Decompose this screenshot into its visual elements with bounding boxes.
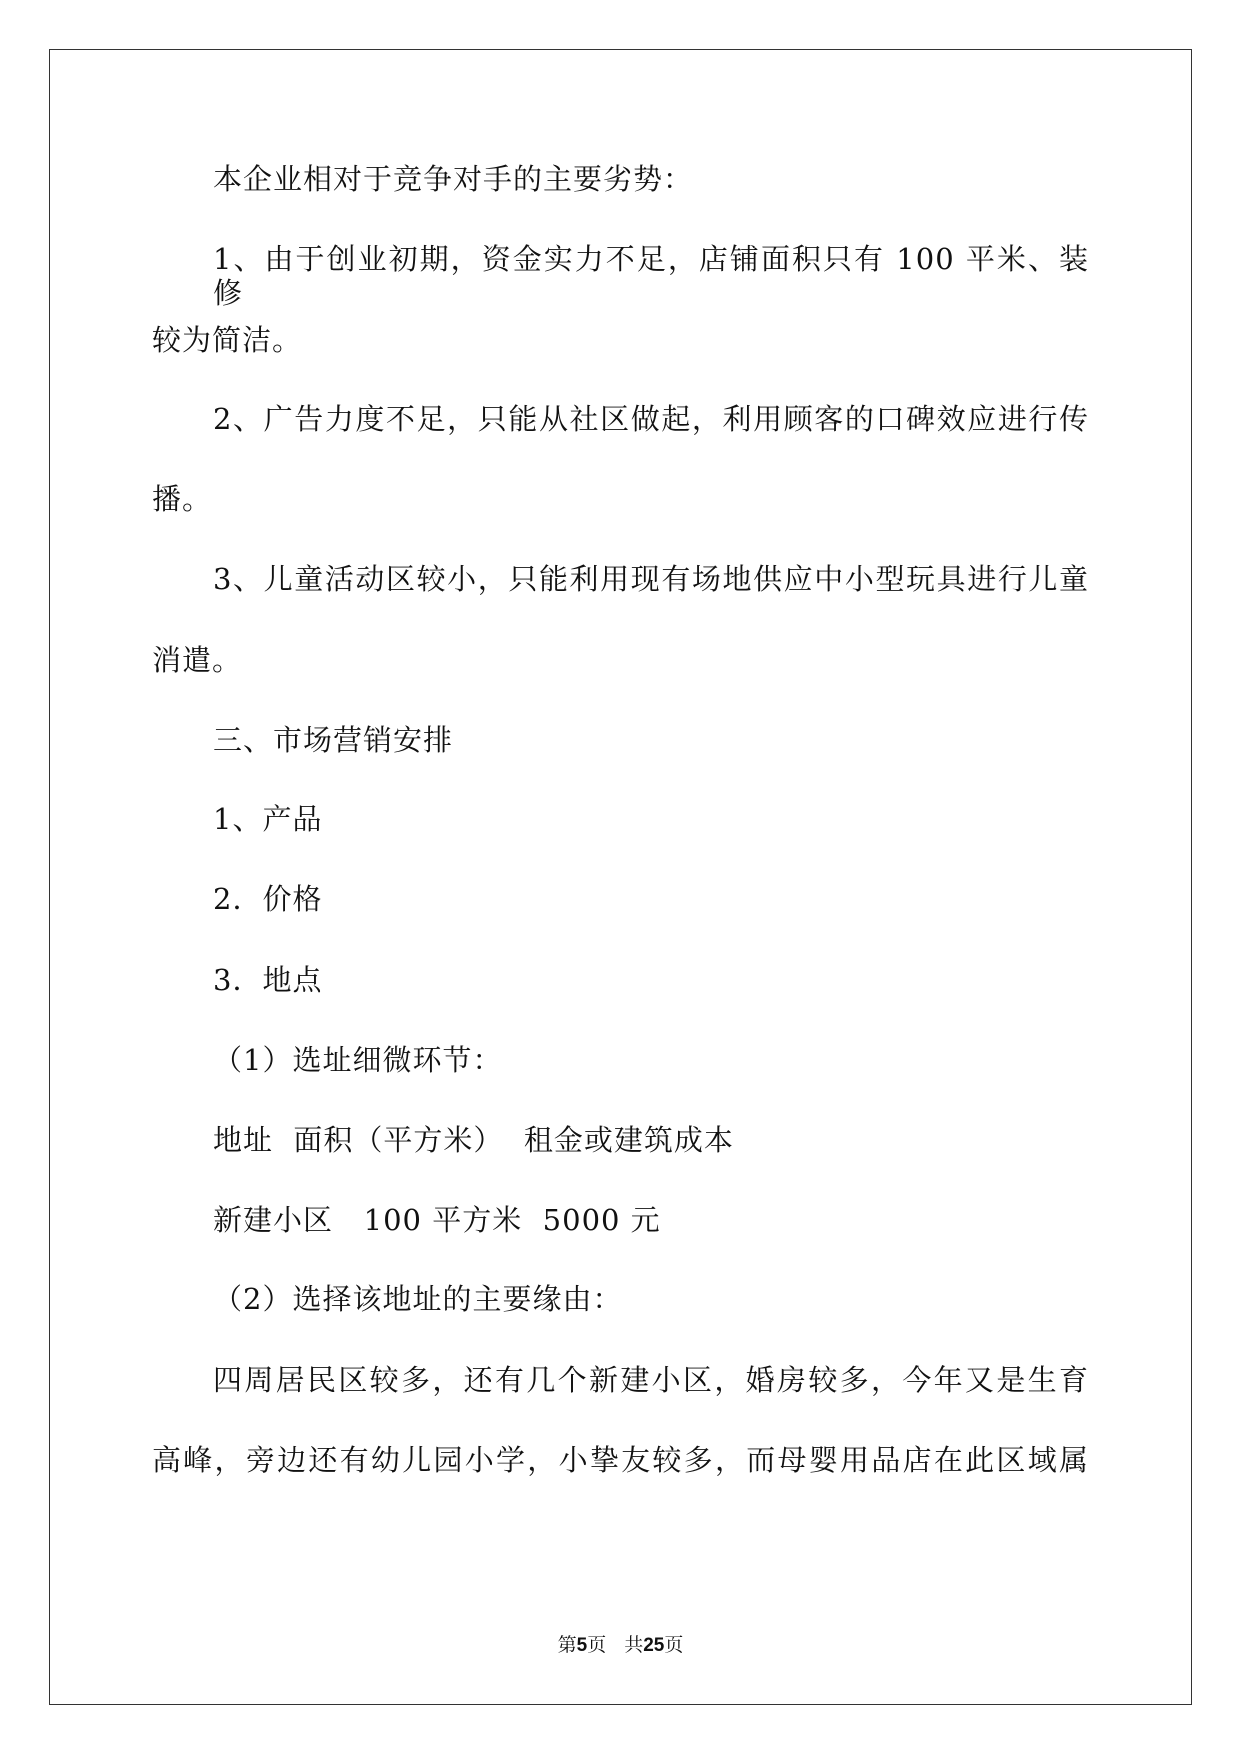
paragraph-line: 消遣。 xyxy=(152,643,243,677)
list-item: 1、产品 xyxy=(213,802,323,836)
paragraph-line: 播。 xyxy=(152,482,213,516)
list-item: 2．价格 xyxy=(213,882,323,916)
table-header-line: 地址 面积（平方米） 租金或建筑成本 xyxy=(213,1123,734,1157)
footer-total-suffix: 页 xyxy=(664,1634,684,1656)
footer-total-prefix: 共 xyxy=(624,1634,644,1656)
footer-page-number: 5 xyxy=(576,1635,588,1656)
sub-item: （1）选址细微环节： xyxy=(213,1043,503,1077)
paragraph-line: 1、由于创业初期，资金实力不足，店铺面积只有 100 平米、装修 xyxy=(213,242,1089,310)
table-row-line: 新建小区 100 平方米 5000 元 xyxy=(213,1203,661,1237)
footer-page-suffix: 页 xyxy=(587,1634,607,1656)
paragraph-heading-disadvantages: 本企业相对于竞争对手的主要劣势： xyxy=(213,162,694,196)
paragraph-line: 3、儿童活动区较小，只能利用现有场地供应中小型玩具进行儿童 xyxy=(213,562,1089,596)
sub-item: （2）选择该地址的主要缘由： xyxy=(213,1282,623,1316)
list-item: 3．地点 xyxy=(213,963,323,997)
footer-total-pages: 25 xyxy=(643,1635,665,1656)
section-heading: 三、市场营销安排 xyxy=(213,723,454,757)
paragraph-line: 高峰，旁边还有幼儿园小学，小挚友较多，而母婴用品店在此区域属 xyxy=(152,1443,1089,1477)
footer-page-prefix: 第 xyxy=(557,1634,577,1656)
paragraph-line: 四周居民区较多，还有几个新建小区，婚房较多，今年又是生育 xyxy=(213,1363,1089,1397)
paragraph-line: 较为简洁。 xyxy=(152,323,303,357)
page-footer xyxy=(0,1634,1241,1657)
paragraph-line: 2、广告力度不足，只能从社区做起，利用顾客的口碑效应进行传 xyxy=(213,402,1089,436)
